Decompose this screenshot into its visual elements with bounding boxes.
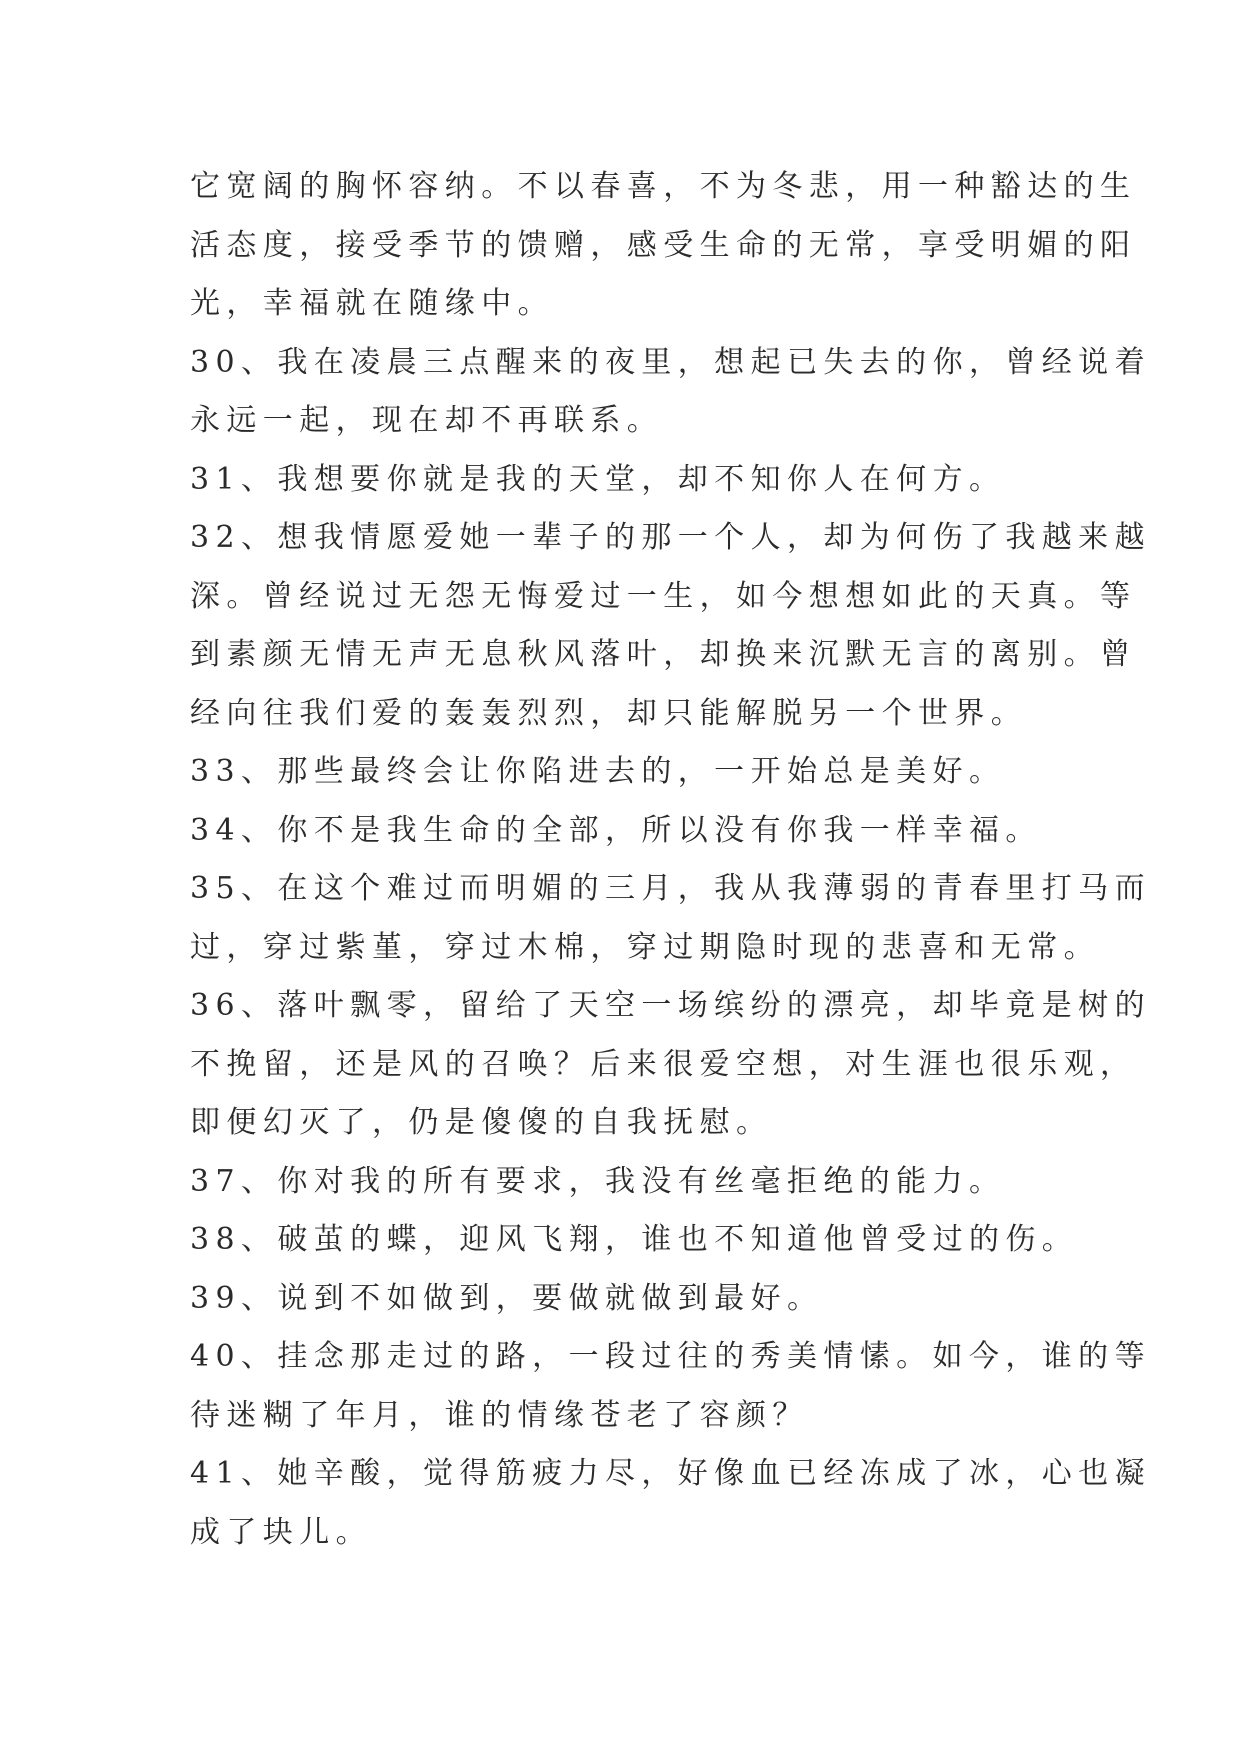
text-line: 成了块儿。 — [190, 1514, 372, 1550]
text-line: 30、我在凌晨三点醒来的夜里，想起已失去的你，曾经说着 — [190, 344, 1151, 380]
text-line: 即便幻灭了，仍是傻傻的自我抚慰。 — [190, 1105, 773, 1140]
text-line: 不挽留，还是风的召唤？后来很爱空想，对生涯也很乐观， — [190, 1046, 1137, 1082]
text-line: 32、想我情愿爱她一辈子的那一个人，却为何伤了我越来越 — [190, 520, 1151, 555]
text-line: 光，幸福就在随缘中。 — [190, 286, 554, 321]
text-line: 永远一起，现在却不再联系。 — [190, 403, 664, 438]
text-line: 活态度，接受季节的馈赠，感受生命的无常，享受明媚的阳 — [190, 227, 1137, 263]
text-line: 31、我想要你就是我的天堂，却不知你人在何方。 — [190, 461, 1006, 497]
body-text — [190, 158, 1151, 1562]
text-line: 过，穿过紫堇，穿过木棉，穿过期隐时现的悲喜和无常。 — [190, 929, 1100, 965]
text-line: 41、她辛酸，觉得筋疲力尽，好像血已经冻成了冰，心也凝 — [190, 1456, 1151, 1491]
text-line: 深。曾经说过无怨无悔爱过一生，如今想想如此的天真。等 — [190, 578, 1137, 614]
text-line: 到素颜无情无声无息秋风落叶，却换来沉默无言的离别。曾 — [190, 637, 1137, 672]
text-line: 它宽阔的胸怀容纳。不以春喜，不为冬悲，用一种豁达的生 — [190, 169, 1137, 204]
text-line: 经向往我们爱的轰轰烈烈，却只能解脱另一个世界。 — [190, 695, 1028, 731]
text-line: 35、在这个难过而明媚的三月，我从我薄弱的青春里打马而 — [190, 871, 1151, 906]
text-line: 33、那些最终会让你陷进去的，一开始总是美好。 — [190, 754, 1006, 789]
text-line: 40、挂念那走过的路，一段过往的秀美情愫。如今，谁的等 — [190, 1339, 1151, 1374]
text-line: 37、你对我的所有要求，我没有丝毫拒绝的能力。 — [190, 1163, 1006, 1199]
text-line: 待迷糊了年月，谁的情缘苍老了容颜？ — [190, 1397, 809, 1433]
text-line: 39、说到不如做到，要做就做到最好。 — [190, 1280, 824, 1316]
text-line: 34、你不是我生命的全部，所以没有你我一样幸福。 — [190, 812, 1042, 848]
text-line: 36、落叶飘零，留给了天空一场缤纷的漂亮，却毕竟是树的 — [190, 988, 1151, 1023]
text-line: 38、破茧的蝶，迎风飞翔，谁也不知道他曾受过的伤。 — [190, 1222, 1079, 1257]
